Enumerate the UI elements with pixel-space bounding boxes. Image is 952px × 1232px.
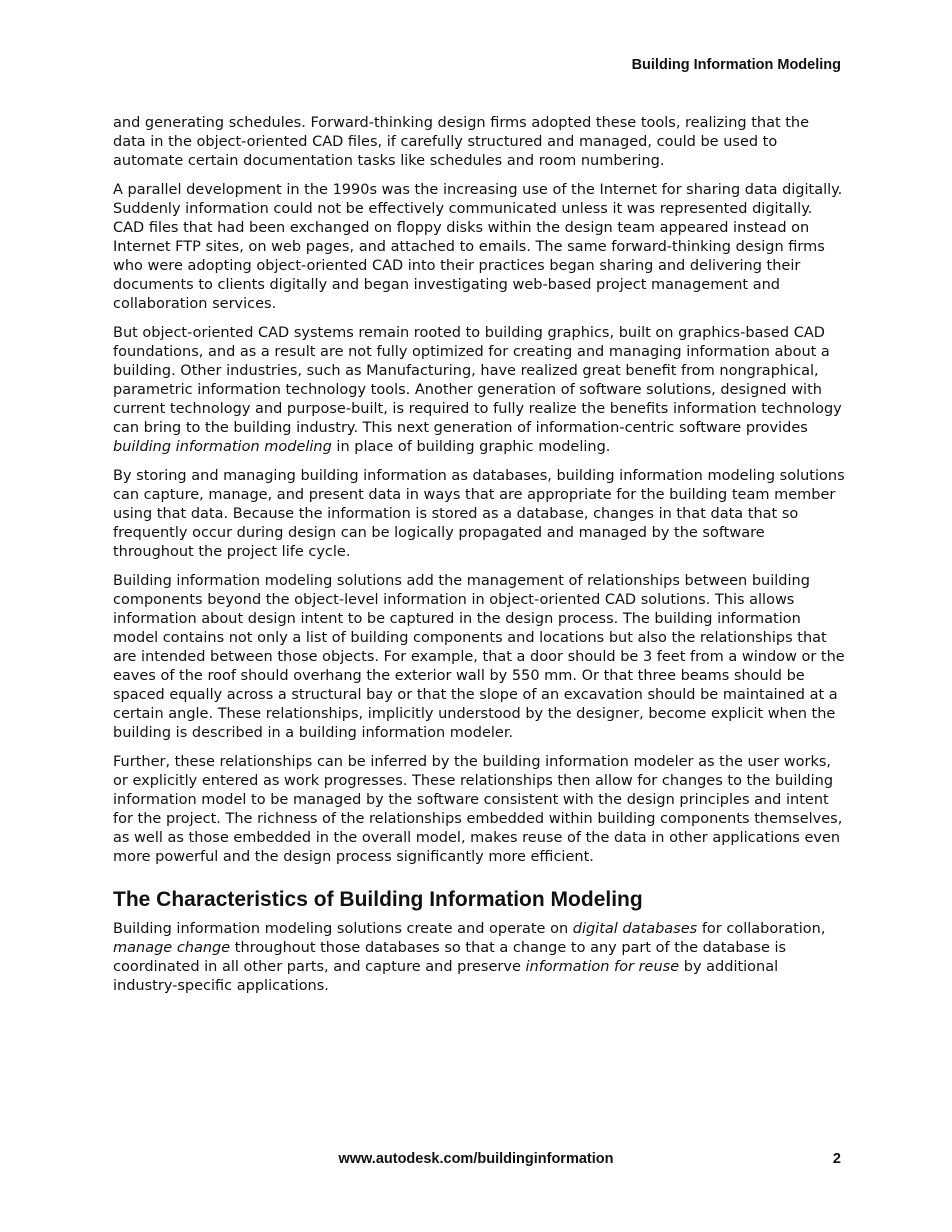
paragraph-text: by additional industry-specific applications.	[113, 959, 779, 994]
paragraph-text: Building information modeling solutions create and operate on	[113, 921, 573, 937]
paragraph-inferred-relationships: Further, these relationships can be inferred by the building information modeler as the user works, or explicitly entered as work progresses. These relationships then allow for changes to the building information model to be managed by the software consistent with the design principles and intent for the project. The richness of the relationships embedded within building components themselves, as well as those embedded in the overall model, makes reuse of the data in other applications even more powerful and the design process significantly more efficient.	[113, 754, 843, 865]
document-body	[113, 114, 845, 1006]
paragraph-schedules: and generating schedules. Forward-thinking design firms adopted these tools, realizing that the data in the object-oriented CAD files, if carefully structured and managed, could be used to automate certain documentation tasks like schedules and room numbering.	[113, 115, 810, 169]
emphasis-text: information for reuse	[525, 959, 680, 975]
paragraph-text: But object-oriented CAD systems remain rooted to building graphics, built on graphics-based CAD foundations, and as a result are not fully optimized for creating and managing information about a building. Other industries, such as Manufacturing, have realized great benefit from nongraphical, parametric information technology tools. Another generation of software solutions, designed with current technology and purpose-built, is required to fully realize the benefits information technology can bring to the building industry. This next generation of information-centric software provides	[113, 325, 842, 436]
emphasis-text: manage change	[113, 940, 231, 956]
footer-url: www.autodesk.com/buildinginformation	[338, 1151, 614, 1167]
paragraph-text: throughout those databases so that a change to any part of the database is coordinated in all other parts, and capture and preserve	[113, 940, 787, 975]
paragraph-object-oriented-cad	[113, 324, 845, 457]
paragraph-characteristics	[113, 920, 845, 996]
page-number: 2	[832, 1151, 841, 1167]
paragraph-text: for collaboration,	[697, 921, 826, 937]
emphasis-text: building information modeling	[113, 439, 332, 455]
paragraph-relationships: Building information modeling solutions add the management of relationships between building components beyond the object-level information in object-oriented CAD solutions. This allows information about design intent to be captured in the design process. The building information model contains not only a list of building components and locations but also the relationships that are intended between those objects. For example, that a door should be 3 feet from a window or the eaves of the roof should overhang the exterior wall by 550 mm. Or that three beams should be spaced equally across a structural bay or that the slope of an excavation should be maintained at a certain angle. These relationships, implicitly understood by the designer, become explicit when the building is described in a building information modeler.	[113, 573, 845, 741]
paragraph-text: in place of building graphic modeling.	[331, 439, 611, 455]
paragraph-databases: By storing and managing building information as databases, building information modeling solutions can capture, manage, and present data in ways that are appropriate for the building team member using that data. Because the information is stored as a database, changes in that data that so frequently occur during design can be logically propagated and managed by the software throughout the project life cycle.	[113, 468, 845, 560]
paragraph-internet: A parallel development in the 1990s was the increasing use of the Internet for sharing data digitally. Suddenly information could not be effectively communicated unless it was represented digitally. CAD files that had been exchanged on floppy disks within the design team appeared instead on Internet FTP sites, on web pages, and attached to emails. The same forward-thinking design firms who were adopting object-oriented CAD into their practices began sharing and delivering their documents to clients digitally and began investigating web-based project management and collaboration services.	[113, 182, 843, 312]
running-header: Building Information Modeling	[631, 57, 841, 73]
emphasis-text: digital databases	[572, 921, 698, 937]
section-heading: The Characteristics of Building Information Modeling	[113, 888, 643, 911]
